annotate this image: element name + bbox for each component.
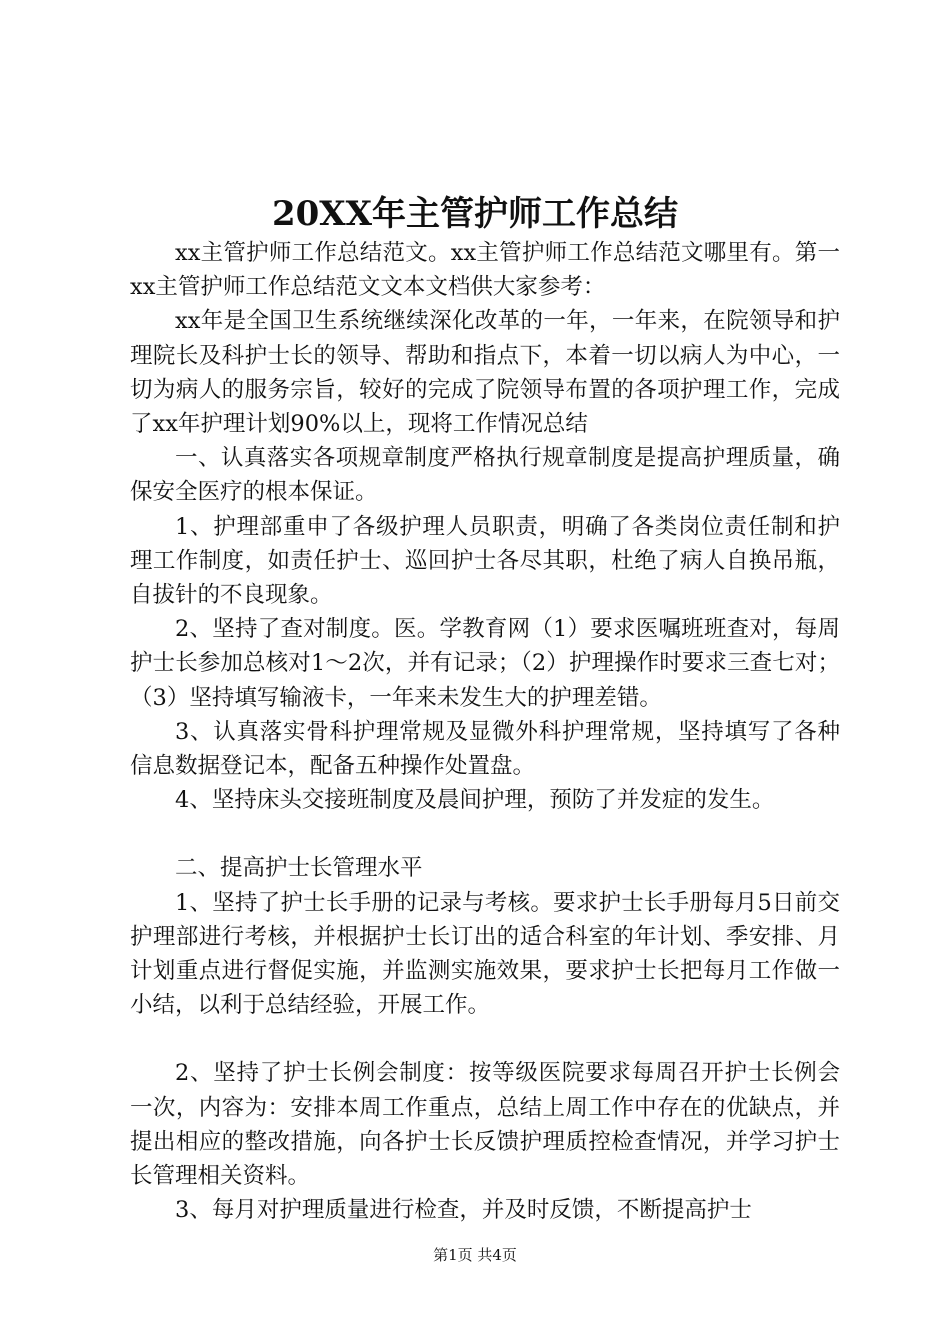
- paragraph-item-1-4: 4、坚持床头交接班制度及晨间护理，预防了并发症的发生。: [175, 787, 775, 814]
- blank-line: [130, 817, 840, 851]
- document-title: 20XX年主管护师工作总结: [271, 194, 679, 234]
- blank-line: [130, 1022, 840, 1056]
- paragraph-item-1-3: 3、认真落实骨科护理常规及显微外科护理常规，坚持填写了各种信息数据登记本，配备五种操作处置盘。: [130, 718, 840, 780]
- page-number-footer: 第1页 共4页: [433, 1246, 517, 1264]
- section-heading-1: 一、认真落实各项规章制度严格执行规章制度是提高护理质量，确保安全医疗的根本保证。: [130, 445, 840, 506]
- paragraph-item-2-1: 1、坚持了护士长手册的记录与考核。要求护士长手册每月5日前交护理部进行考核，并根据护士长订出的适合科室的年计划、季安排、月计划重点进行督促实施，并监测实施效果，要求护士长把每月工作做一小结，以利于总结经验，开展工作。: [130, 889, 840, 1019]
- paragraph-intro: xx主管护师工作总结范文。xx主管护师工作总结范文哪里有。第一xx主管护师工作总结范文文本文档供大家参考：: [130, 240, 840, 301]
- document-body: [130, 236, 840, 1227]
- paragraph-item-1-1: 1、护理部重申了各级护理人员职责，明确了各类岗位责任制和护理工作制度，如责任护士、巡回护士各尽其职，杜绝了病人自换吊瓶，自拔针的不良现象。: [130, 513, 840, 609]
- paragraph-item-1-2: 2、坚持了查对制度。医。学教育网（1）要求医嘱班班查对，每周护士长参加总核对1～2次，并有记录；（2）护理操作时要求三查七对；（3）坚持填写输液卡，一年来未发生大的护理差错。: [130, 616, 840, 711]
- paragraph-item-2-3: 3、每月对护理质量进行检查，并及时反馈，不断提高护士: [175, 1197, 752, 1224]
- section-heading-2: 二、提高护士长管理水平: [175, 855, 423, 882]
- paragraph-overview: xx年是全国卫生系统继续深化改革的一年，一年来，在院领导和护理院长及科护士长的领导、帮助和指点下，本着一切以病人为中心，一切为病人的服务宗旨，较好的完成了院领导布置的各项护理工作，完成了xx年护理计划90%以上，现将工作情况总结: [130, 308, 840, 438]
- paragraph-item-2-2: 2、坚持了护士长例会制度：按等级医院要求每周召开护士长例会一次，内容为：安排本周工作重点，总结上周工作中存在的优缺点，并提出相应的整改措施，向各护士长反馈护理质控检查情况，并学习护士长管理相关资料。: [130, 1060, 840, 1190]
